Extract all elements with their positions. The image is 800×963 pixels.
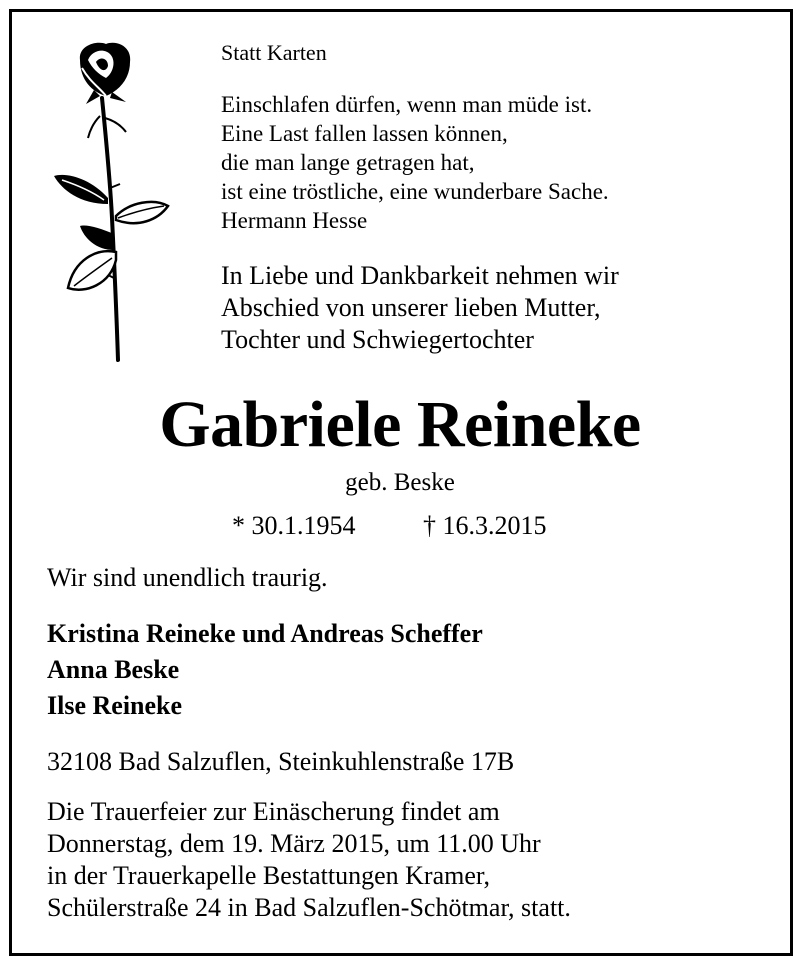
mourner-name: Kristina Reineke und Andreas Scheffer (47, 619, 483, 648)
address: 32108 Bad Salzuflen, Steinkuhlenstraße 17B (47, 747, 515, 776)
poem-line: Einschlafen dürfen, wenn man müde ist. (221, 92, 593, 117)
deceased-name: Gabriele Reineke (159, 388, 641, 461)
mourner-name: Ilse Reineke (47, 691, 183, 720)
farewell-line: Abschied von unserer lieben Mutter, (221, 293, 601, 322)
service-line: Donnerstag, dem 19. März 2015, um 11.00 Uhr (47, 829, 541, 858)
mourners-list (47, 616, 483, 724)
service-line: Schülerstraße 24 in Bad Salzuflen-Schötmar, statt. (47, 893, 571, 922)
service-info (47, 796, 571, 924)
poem-line: die man lange getragen hat, (221, 150, 475, 175)
farewell-text (221, 260, 619, 356)
birth-date: * 30.1.1954 (232, 511, 356, 540)
poem (221, 90, 609, 235)
mourner-name: Anna Beske (47, 655, 180, 684)
service-line: in der Trauerkapelle Bestattungen Kramer, (47, 861, 490, 890)
maiden-name: geb. Beske (345, 469, 455, 496)
intro-text: Statt Karten (221, 40, 327, 65)
rose-icon (50, 38, 175, 366)
poem-line: Eine Last fallen lassen können, (221, 121, 508, 146)
death-date: † 16.3.2015 (423, 511, 547, 540)
service-line: Die Trauerfeier zur Einäscherung findet am (47, 797, 500, 826)
poem-author: Hermann Hesse (221, 208, 368, 233)
poem-line: ist eine tröstliche, eine wunderbare Sache. (221, 179, 609, 204)
sorrow-text: Wir sind unendlich traurig. (47, 563, 328, 592)
farewell-line: In Liebe und Dankbarkeit nehmen wir (221, 261, 619, 290)
farewell-line: Tochter und Schwiegertochter (221, 325, 534, 354)
